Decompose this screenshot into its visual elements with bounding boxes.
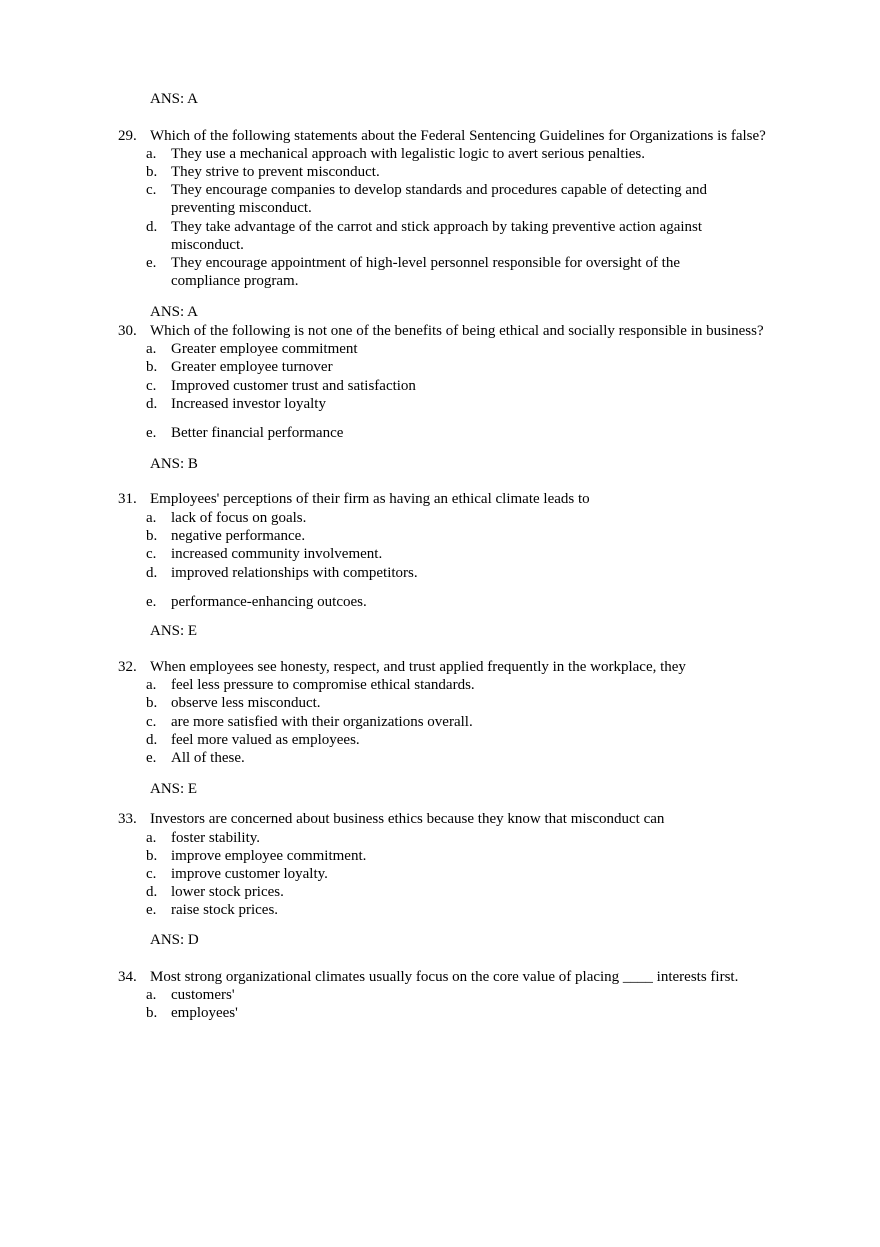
option-letter: b.: [146, 528, 158, 544]
option-text: Greater employee commitment: [171, 341, 358, 357]
option-letter: c.: [146, 714, 157, 730]
question-number: 29.: [118, 128, 137, 144]
option-letter: c.: [146, 378, 157, 394]
option-letter: e.: [146, 750, 157, 766]
option-letter: d.: [146, 884, 158, 900]
option-text: compliance program.: [171, 273, 299, 289]
option-text: raise stock prices.: [171, 902, 279, 918]
option-letter: a.: [146, 830, 157, 846]
question-number: 31.: [118, 491, 137, 507]
option-letter: d.: [146, 565, 158, 581]
option-letter: b.: [146, 1005, 158, 1021]
question-number: 32.: [118, 659, 137, 675]
option-text: All of these.: [171, 750, 245, 766]
option-text: Improved customer trust and satisfaction: [171, 378, 416, 394]
option-text: foster stability.: [171, 830, 261, 846]
option-text: improved relationships with competitors.: [171, 565, 418, 581]
option-text: observe less misconduct.: [171, 695, 321, 711]
option-text: improve employee commitment.: [171, 848, 367, 864]
question-text: When employees see honesty, respect, and trust applied frequently in the workplace, they: [150, 659, 686, 675]
question-text: Investors are concerned about business ethics because they know that misconduct can: [150, 811, 665, 827]
option-text: improve customer loyalty.: [171, 866, 328, 882]
option-letter: c.: [146, 866, 157, 882]
answer-line: ANS: E: [150, 781, 198, 797]
question-text: Which of the following statements about the Federal Sentencing Guidelines for Organizations is false?: [150, 128, 766, 144]
option-letter: b.: [146, 695, 158, 711]
option-letter: a.: [146, 146, 157, 162]
option-text: customers': [171, 987, 235, 1003]
option-letter: d.: [146, 219, 158, 235]
option-text: They encourage appointment of high-level personnel responsible for oversight of the: [171, 255, 681, 271]
option-text: lack of focus on goals.: [171, 510, 307, 526]
option-text: Greater employee turnover: [171, 359, 333, 375]
option-text: Increased investor loyalty: [171, 396, 326, 412]
option-text: increased community involvement.: [171, 546, 383, 562]
option-letter: b.: [146, 359, 158, 375]
option-letter: a.: [146, 677, 157, 693]
option-text: preventing misconduct.: [171, 200, 312, 216]
option-letter: a.: [146, 341, 157, 357]
option-text: They encourage companies to develop standards and procedures capable of detecting and: [171, 182, 708, 198]
question-number: 33.: [118, 811, 137, 827]
option-text: lower stock prices.: [171, 884, 284, 900]
option-text: performance-enhancing outcoes.: [171, 594, 367, 610]
option-letter: a.: [146, 987, 157, 1003]
answer-line: ANS: E: [150, 623, 198, 639]
option-text: misconduct.: [171, 237, 244, 253]
option-text: They take advantage of the carrot and stick approach by taking preventive action against: [171, 219, 703, 235]
option-letter: e.: [146, 902, 157, 918]
option-text: feel less pressure to compromise ethical standards.: [171, 677, 475, 693]
option-letter: b.: [146, 164, 158, 180]
option-text: employees': [171, 1005, 238, 1021]
option-text: are more satisfied with their organizations overall.: [171, 714, 473, 730]
option-letter: a.: [146, 510, 157, 526]
option-letter: d.: [146, 732, 158, 748]
option-letter: e.: [146, 425, 157, 441]
answer-line: ANS: A: [150, 91, 198, 107]
question-text: Most strong organizational climates usually focus on the core value of placing ____ interests first.: [150, 969, 739, 985]
option-letter: c.: [146, 182, 157, 198]
question-text: Which of the following is not one of the benefits of being ethical and socially responsible in business?: [150, 323, 764, 339]
question-text: Employees' perceptions of their firm as having an ethical climate leads to: [150, 491, 590, 507]
question-number: 30.: [118, 323, 137, 339]
option-letter: d.: [146, 396, 158, 412]
answer-line: ANS: A: [150, 304, 198, 320]
option-text: feel more valued as employees.: [171, 732, 360, 748]
answer-line: ANS: D: [150, 932, 199, 948]
option-letter: e.: [146, 255, 157, 271]
option-text: They strive to prevent misconduct.: [171, 164, 380, 180]
option-letter: c.: [146, 546, 157, 562]
question-number: 34.: [118, 969, 137, 985]
option-text: Better financial performance: [171, 425, 344, 441]
option-letter: e.: [146, 594, 157, 610]
option-letter: b.: [146, 848, 158, 864]
answer-line: ANS: B: [150, 456, 198, 472]
option-text: negative performance.: [171, 528, 306, 544]
option-text: They use a mechanical approach with legalistic logic to avert serious penalties.: [171, 146, 645, 162]
